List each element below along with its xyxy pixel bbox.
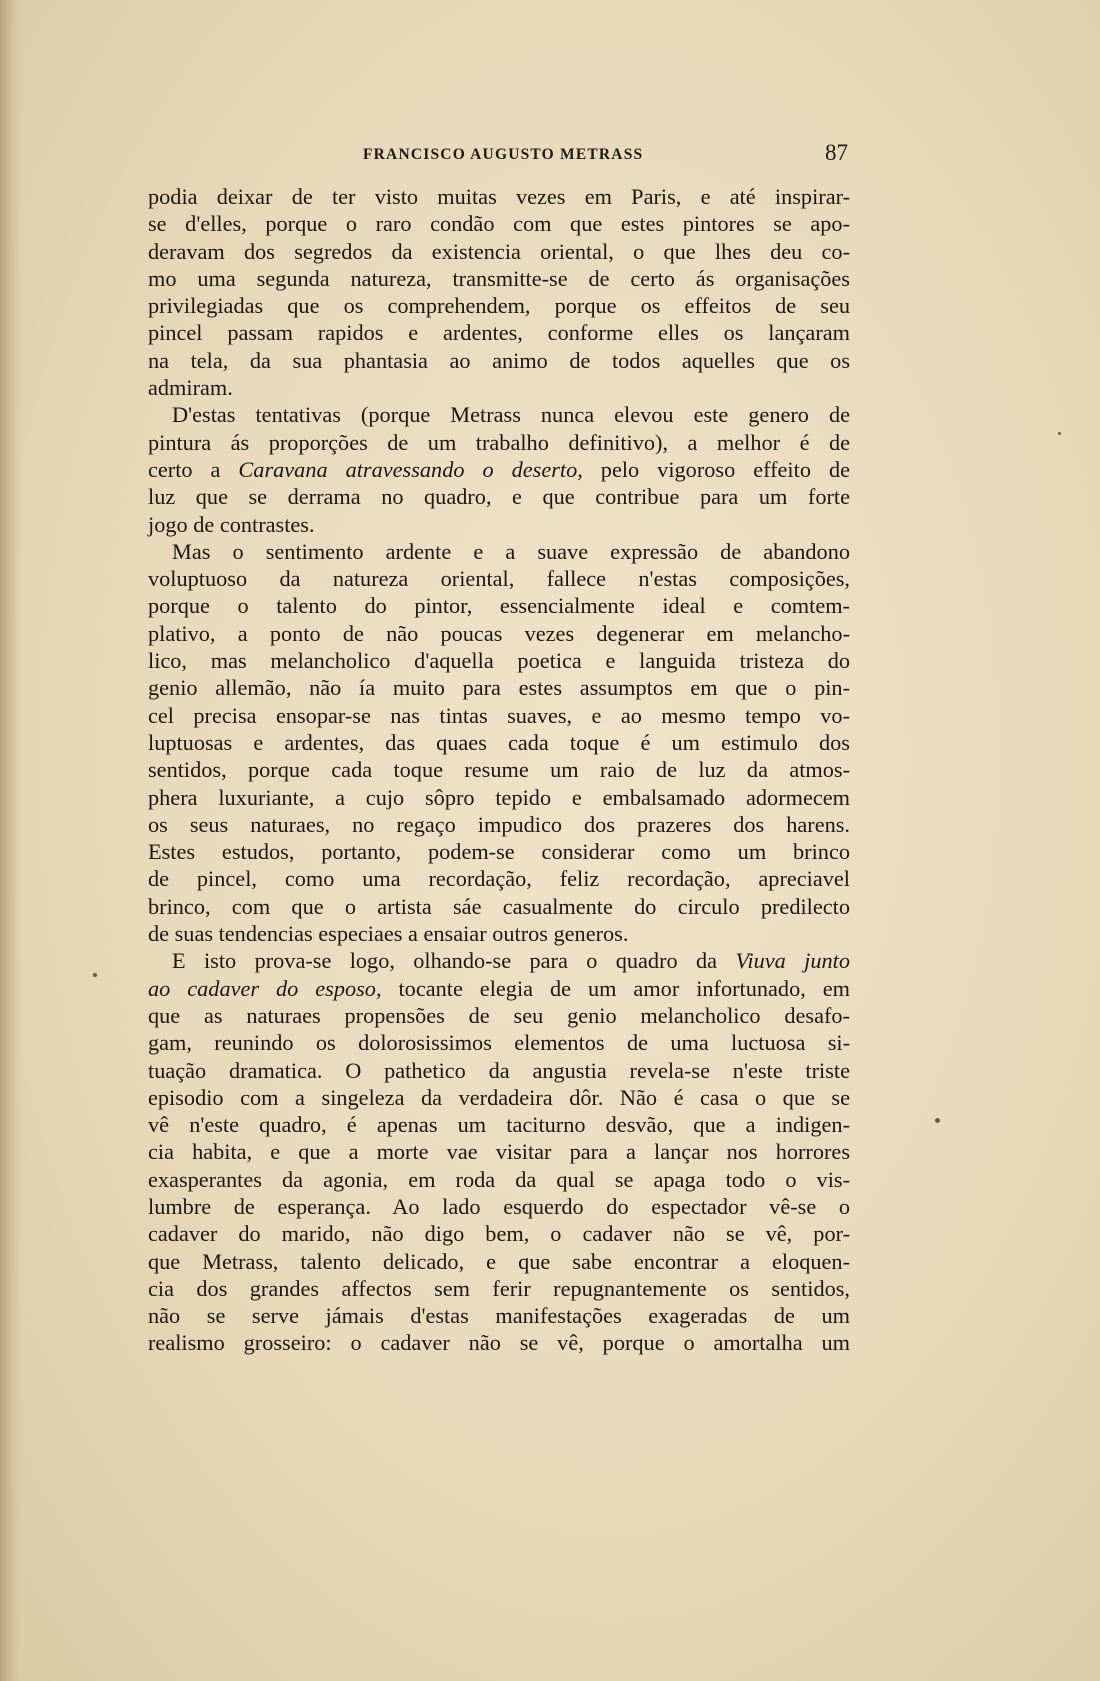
- paper-fleck: [1058, 432, 1061, 435]
- paper-fleck: [93, 973, 97, 977]
- text-line: admiram.: [148, 375, 233, 401]
- text-line: [148, 947, 850, 974]
- text-fragment: pelo vigoroso effeito de: [582, 456, 850, 482]
- text-line: gam, reunindo os dolorosissimos elementos de uma luctuosa si-: [148, 1030, 850, 1056]
- text-fragment: certo a: [148, 456, 239, 482]
- artwork-title-viuva-cont: ao cadaver do esposo,: [148, 975, 382, 1001]
- text-line: tuação dramatica. O pathetico da angustia revela-se n'este triste: [148, 1057, 850, 1083]
- text-line: Estes estudos, portanto, podem-se considerar como um brinco: [148, 839, 850, 865]
- text-line: não se serve jámais d'estas manifestações exageradas de um: [148, 1303, 850, 1329]
- text-line: deravam dos segredos da existencia oriental, o que lhes deu co-: [148, 238, 850, 264]
- running-title: FRANCISCO AUGUSTO METRASS: [363, 146, 644, 163]
- text-line: privilegiadas que os comprehendem, porque os effeitos de seu: [148, 293, 850, 319]
- paragraph-1: [148, 183, 850, 401]
- page-number: 87: [825, 140, 848, 165]
- artwork-title-caravana: Caravana atravessando o deserto,: [238, 456, 583, 482]
- text-line: pintura ás proporções de um trabalho definitivo), a melhor é de: [148, 429, 850, 455]
- text-line: D'estas tentativas (porque Metrass nunca elevou este genero de: [172, 402, 850, 428]
- text-line: lico, mas melancholico d'aquella poetica e languida tristeza do: [148, 648, 850, 674]
- body-text: [148, 183, 850, 1357]
- text-line: brinco, com que o artista sáe casualmente do circulo predilecto: [148, 893, 850, 919]
- text-line: lumbre de esperança. Ao lado esquerdo do espectador vê-se o: [148, 1193, 850, 1219]
- text-line: luz que se derrama no quadro, e que contribue para um forte: [148, 484, 850, 510]
- text-line: os seus naturaes, no regaço impudico dos prazeres dos harens.: [148, 811, 850, 837]
- text-line: voluptuoso da natureza oriental, fallece n'estas composições,: [148, 566, 850, 592]
- page-header: [148, 140, 850, 176]
- page-spine-shadow: [0, 0, 22, 1681]
- text-line: jogo de contrastes.: [148, 511, 315, 537]
- text-line: exasperantes da agonia, em roda da qual se apaga todo o vis-: [148, 1166, 850, 1192]
- text-line: na tela, da sua phantasia ao animo de todos aquelles que os: [148, 347, 850, 373]
- paragraph-2: [148, 401, 850, 537]
- paragraph-3: [148, 538, 850, 947]
- artwork-title-viuva: Viuva junto: [735, 948, 850, 974]
- text-line: genio allemão, não ía muito para estes assumptos em que o pin-: [148, 675, 850, 701]
- text-line: podia deixar de ter visto muitas vezes em Paris, e até inspirar-: [148, 184, 850, 209]
- paper-fleck: [935, 1118, 940, 1123]
- paragraph-4: [148, 947, 850, 1356]
- text-line: cel precisa ensopar-se nas tintas suaves, e ao mesmo tempo vo-: [148, 702, 850, 728]
- text-line: porque o talento do pintor, essencialmente ideal e comtem-: [148, 593, 850, 619]
- text-line: vê n'este quadro, é apenas um taciturno desvão, que a indigen-: [148, 1112, 850, 1138]
- text-line: de suas tendencias especiaes a ensaiar outros generos.: [148, 921, 629, 947]
- text-line: plativo, a ponto de não poucas vezes degenerar em melancho-: [148, 620, 850, 646]
- text-line: [148, 975, 850, 1002]
- text-line: pincel passam rapidos e ardentes, conforme elles os lançaram: [148, 320, 850, 346]
- text-line: que Metrass, talento delicado, e que sabe encontrar a eloquen-: [148, 1248, 850, 1274]
- text-line: realismo grosseiro: o cadaver não se vê, porque o amortalha um: [148, 1330, 850, 1356]
- text-fragment: tocante elegia de um amor infortunado, em: [381, 975, 850, 1001]
- text-line: mo uma segunda natureza, transmitte-se de certo ás organisações: [148, 265, 850, 291]
- text-line: [148, 456, 850, 483]
- text-line: luptuosas e ardentes, das quaes cada toque é um estimulo dos: [148, 729, 850, 755]
- text-line: episodio com a singeleza da verdadeira dôr. Não é casa o que se: [148, 1084, 850, 1110]
- text-line: se d'elles, porque o raro condão com que estes pintores se apo-: [148, 211, 850, 237]
- text-line: de pincel, como uma recordação, feliz recordação, apreciavel: [148, 866, 850, 892]
- text-line: phera luxuriante, a cujo sôpro tepido e embalsamado adormecem: [148, 784, 850, 810]
- text-line: cadaver do marido, não digo bem, o cadaver não se vê, por-: [148, 1221, 850, 1247]
- text-line: sentidos, porque cada toque resume um raio de luz da atmos-: [148, 757, 850, 783]
- text-line: cia dos grandes affectos sem ferir repugnantemente os sentidos,: [148, 1275, 850, 1301]
- text-line: Mas o sentimento ardente e a suave expressão de abandono: [172, 538, 850, 564]
- text-line: que as naturaes propensões de seu genio melancholico desafo-: [148, 1002, 850, 1028]
- text-fragment: E isto prova-se logo, olhando-se para o quadro da: [172, 948, 736, 974]
- text-line: cia habita, e que a morte vae visitar para a lançar nos horrores: [148, 1139, 850, 1165]
